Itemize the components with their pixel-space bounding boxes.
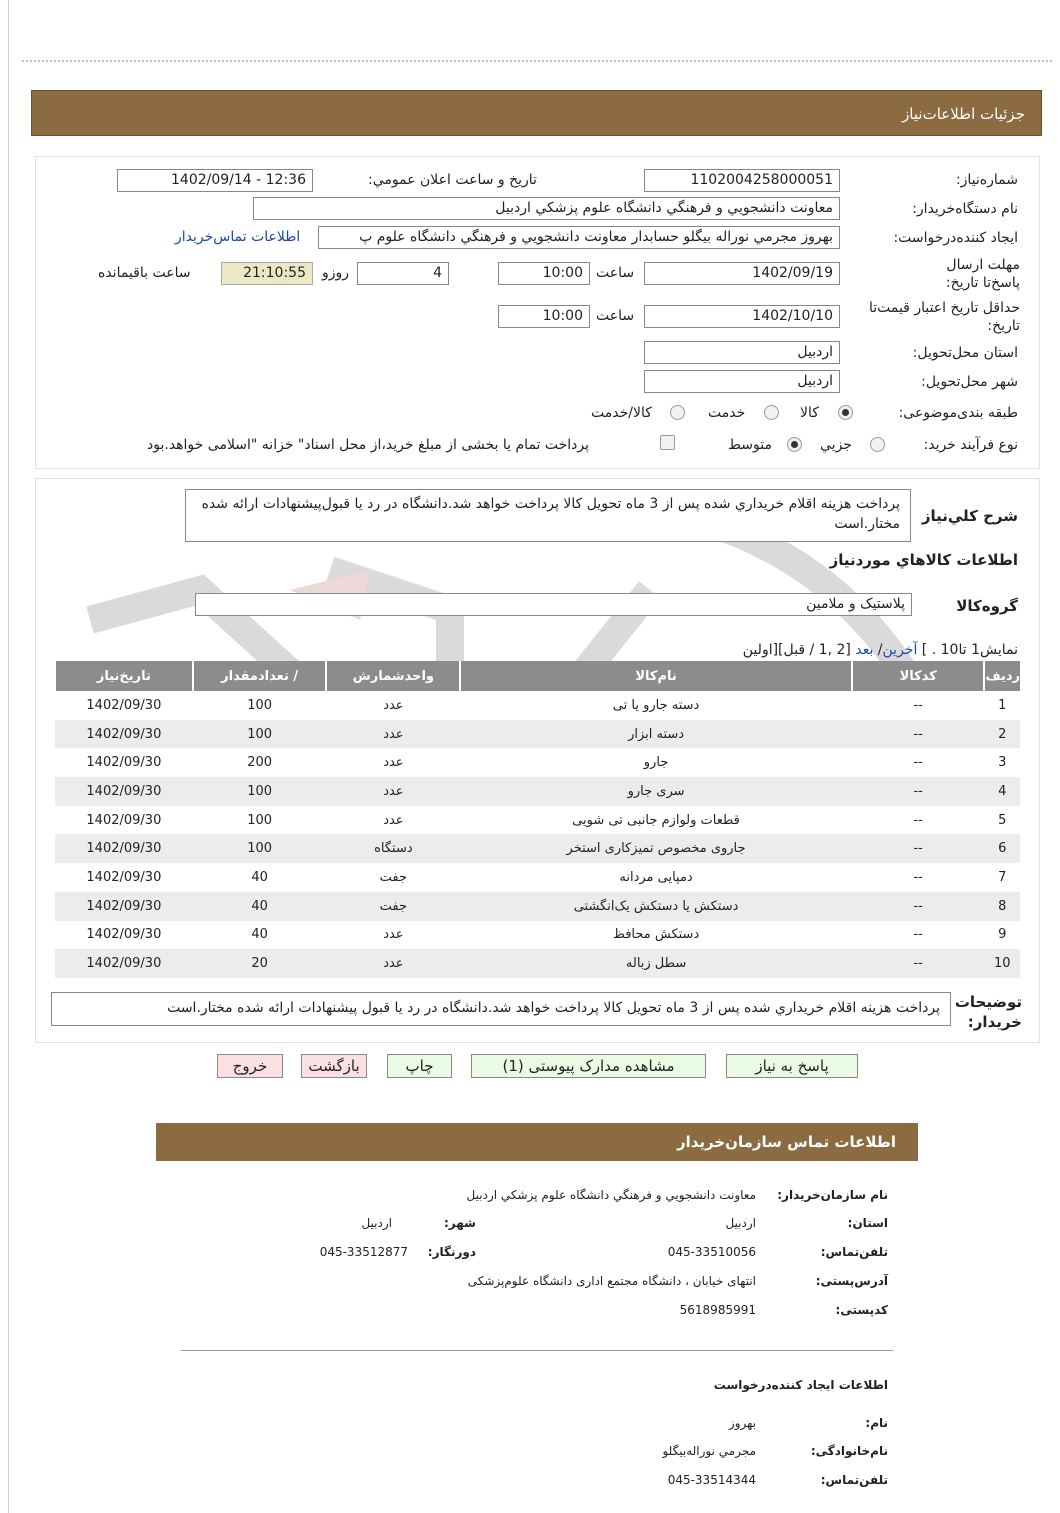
treasury-payment-note: پرداخت تمام یا بخشی از مبلغ خرید،از محل اسناد" خزانه "اسلامی خواهد.بود (147, 437, 590, 453)
cell-code: -- (852, 691, 985, 720)
cell-qty: 100 (193, 834, 327, 863)
deadline-label: مهلت ارسال پاسخ‌تا تاریخ: (945, 257, 1020, 291)
cell-code: -- (852, 777, 985, 806)
cell-name: جارو (460, 748, 852, 777)
back-button[interactable]: بازگشت (301, 1054, 367, 1078)
cell-code: -- (852, 720, 985, 749)
cell-name: قطعات ولوازم جانبی تی شويی (460, 806, 852, 835)
cell-qty: 40 (193, 892, 327, 921)
city-label: شهر محل‌تحویل: (921, 374, 1018, 390)
summary-label: شرح کلي‌نیاز (921, 507, 1018, 525)
process-option-medium: متوسط (728, 437, 772, 453)
creator-info-title: اطلاعات ایجاد کننده‌درخواست (713, 1378, 888, 1392)
cell-code: -- (852, 806, 985, 835)
cell-qty: 100 (193, 777, 327, 806)
cell-date: 1402/09/30 (55, 691, 193, 720)
contact-address-label: آدرس‌پستی: (815, 1274, 888, 1288)
contact-city: اردبيل (361, 1216, 392, 1230)
pagination-pages[interactable]: [2 ,1 (818, 642, 851, 658)
cell-name: سری جارو (460, 777, 852, 806)
cell-date: 1402/09/30 (55, 949, 193, 978)
countdown-timer: 21:10:55 (221, 262, 313, 285)
cell-qty: 200 (193, 748, 327, 777)
cell-code: -- (852, 921, 985, 950)
category-option-goods: کالا (800, 405, 819, 421)
items-table (54, 661, 1020, 978)
days-label: روزو (322, 265, 350, 281)
cell-row: 9 (984, 921, 1020, 950)
cell-qty: 100 (193, 691, 327, 720)
cell-code: -- (852, 748, 985, 777)
creator-name-label: نام: (865, 1416, 888, 1430)
contact-phone-label: تلفن‌تماس: (820, 1245, 888, 1259)
cell-row: 3 (984, 748, 1020, 777)
creator-name: بهروز (728, 1416, 756, 1430)
validity-time-field: 10:00 (498, 305, 590, 328)
need-number-field: 1102004258000051 (644, 169, 840, 192)
details-header-title: جزئیات اطلاعات‌نیاز (902, 105, 1025, 123)
contact-header-title: اطلاعات تماس سازمان‌خریدار (676, 1133, 896, 1151)
table-row (55, 834, 1020, 863)
deadline-time-field: 10:00 (498, 262, 590, 285)
cell-unit: عدد (326, 921, 460, 950)
goods-info-title: اطلاعات كالاهاي موردنیاز (829, 551, 1018, 569)
province-field: اردبيل (644, 341, 840, 364)
contact-province: اردبيل (725, 1216, 756, 1230)
cell-row: 8 (984, 892, 1020, 921)
buyer-contact-link[interactable]: اطلاعات تماس‌خریدار (175, 229, 301, 245)
exit-button[interactable]: خروج (217, 1054, 283, 1078)
col-qty: / تعدادمقدار (193, 661, 327, 691)
contact-address: انتهای خيابان ، دانشگاه مجتمع اداری دانشگاه علوم‌پزشکی (467, 1274, 756, 1288)
cell-row: 1 (984, 691, 1020, 720)
contact-phone: 045-33510056 (667, 1245, 756, 1259)
cell-qty: 20 (193, 949, 327, 978)
buyer-notes-text: پرداخت هزينه اقلام خريداري شده پس از 3 ماه تحويل كالا پرداخت خواهد شد.دانشگاه در رد يا قبول پيشنهادات ارائه شده مختار.است (51, 992, 951, 1026)
cell-unit: جفت (326, 863, 460, 892)
creator-field: بهروز مجرمي نوراله بيگلو حسابدار معاونت دانشجويي و فرهنگي دانشگاه علوم پ (318, 226, 840, 249)
cell-row: 6 (984, 834, 1020, 863)
col-row: ردیف (984, 661, 1020, 691)
process-radio-minor[interactable] (870, 437, 885, 452)
col-name: نام‌کالا (460, 661, 852, 691)
cell-name: دسته ابزار (460, 720, 852, 749)
announce-field: 1402/09/14 - 12:36 (117, 169, 313, 192)
cell-code: -- (852, 834, 985, 863)
cell-unit: عدد (326, 748, 460, 777)
cell-unit: دستگاه (326, 834, 460, 863)
cell-name: دمپايی مردانه (460, 863, 852, 892)
validity-date-field: 1402/10/10 (644, 305, 840, 328)
pagination-prefix: نمایش1 تا10 . ] (921, 642, 1018, 658)
contact-header-bar (156, 1123, 918, 1161)
col-date: تاریخ‌نیاز (55, 661, 193, 691)
contact-org-label: نام سازمان‌خریدار: (777, 1188, 888, 1202)
cell-date: 1402/09/30 (55, 834, 193, 863)
cell-unit: عدد (326, 806, 460, 835)
group-label: گروه‌کالا (956, 597, 1018, 615)
buyer-org-label: نام دستگاه‌خریدار: (912, 201, 1018, 217)
cell-unit: عدد (326, 691, 460, 720)
remaining-label: ساعت باقیمانده (98, 265, 191, 281)
table-row (55, 806, 1020, 835)
cell-name: جاروی مخصوص تميزکاری استخر (460, 834, 852, 863)
pagination: نمایش1 تا10 . ] آخرین/ بعد [2 ,1 / قبل][اولین (742, 642, 1018, 658)
reply-button[interactable]: پاسخ به نیاز (726, 1054, 858, 1078)
cell-date: 1402/09/30 (55, 892, 193, 921)
contact-fax-label: دورنگار: (427, 1245, 476, 1259)
group-field: پلاستيک و ملامين (195, 593, 912, 616)
deadline-time-label: ساعت (596, 265, 635, 281)
top-divider (22, 60, 1052, 62)
cell-code: -- (852, 949, 985, 978)
table-row (55, 949, 1020, 978)
table-row (55, 720, 1020, 749)
creator-phone: 045-33514344 (667, 1473, 756, 1487)
pagination-next[interactable]: بعد (855, 642, 874, 658)
cell-name: دستکش محافظ (460, 921, 852, 950)
creator-label: ایجاد کننده‌درخواست: (893, 230, 1018, 246)
details-header-bar (31, 90, 1042, 136)
creator-family-label: نام‌خانوادگی: (810, 1444, 888, 1458)
city-field: اردبيل (644, 370, 840, 393)
cell-date: 1402/09/30 (55, 777, 193, 806)
table-row (55, 892, 1020, 921)
category-radio-both[interactable] (670, 405, 685, 420)
table-row (55, 777, 1020, 806)
cell-unit: عدد (326, 949, 460, 978)
print-button[interactable]: چاپ (387, 1054, 452, 1078)
buyer-notes-label: توضیحات خریدار: (954, 993, 1022, 1031)
cell-row: 5 (984, 806, 1020, 835)
buyer-org-field: معاونت دانشجويي و فرهنگي دانشگاه علوم پزشكي اردبيل (253, 197, 840, 220)
process-option-minor: جزيي (820, 437, 852, 453)
need-number-label: شماره‌نیاز: (955, 172, 1018, 188)
category-radio-service[interactable] (764, 405, 779, 420)
cell-name: دسته جارو يا تی (460, 691, 852, 720)
table-row (55, 748, 1020, 777)
left-border (8, 0, 9, 1513)
announce-label: تاریخ و ساعت اعلان عمومي: (368, 172, 537, 188)
contact-postal: 5618985991 (679, 1303, 756, 1317)
cell-date: 1402/09/30 (55, 863, 193, 892)
cell-date: 1402/09/30 (55, 748, 193, 777)
cell-date: 1402/09/30 (55, 806, 193, 835)
creator-family: مجرمي نوراله‌بيگلو (662, 1444, 756, 1458)
deadline-date-field: 1402/09/19 (644, 262, 840, 285)
creator-phone-label: تلفن‌تماس: (820, 1473, 888, 1487)
cell-unit: جفت (326, 892, 460, 921)
col-code: کدکالا (852, 661, 985, 691)
province-label: استان محل‌تحویل: (912, 345, 1018, 361)
contact-city-label: شهر: (444, 1216, 476, 1230)
cell-name: دستکش يا دستکش يک‌انگشتی (460, 892, 852, 921)
contact-postal-label: کدپستی: (835, 1303, 888, 1317)
table-row (55, 921, 1020, 950)
cell-name: سطل زباله (460, 949, 852, 978)
contact-province-label: استان: (847, 1216, 888, 1230)
cell-qty: 100 (193, 806, 327, 835)
table-row (55, 863, 1020, 892)
cell-code: -- (852, 863, 985, 892)
contact-fax: 045-33512877 (319, 1245, 408, 1259)
cell-qty: 40 (193, 921, 327, 950)
cell-qty: 40 (193, 863, 327, 892)
cell-unit: عدد (326, 720, 460, 749)
table-row (55, 691, 1020, 720)
category-label: طبقه بندی‌موضوعی: (898, 405, 1018, 421)
contact-org: معاونت دانشجويي و فرهنگي دانشگاه علوم پزشكي اردبيل (466, 1188, 756, 1202)
category-option-both: کالا/خدمت (591, 405, 652, 421)
cell-qty: 100 (193, 720, 327, 749)
process-label: نوع فرآیند خرید: (923, 437, 1018, 453)
process-radio-medium[interactable] (787, 437, 802, 452)
cell-date: 1402/09/30 (55, 921, 193, 950)
pagination-rest[interactable]: / قبل][اولین (742, 642, 815, 658)
pagination-last[interactable]: آخرین (882, 642, 918, 658)
treasury-payment-checkbox[interactable] (660, 435, 675, 450)
cell-row: 4 (984, 777, 1020, 806)
validity-label: حداقل تاریخ اعتبار قیمت‌تا تاریخ: (868, 300, 1020, 334)
category-radio-goods[interactable] (838, 405, 853, 420)
cell-row: 7 (984, 863, 1020, 892)
attachments-button[interactable]: مشاهده مدارک پیوستی (1) (471, 1054, 706, 1078)
cell-row: 10 (984, 949, 1020, 978)
cell-unit: عدد (326, 777, 460, 806)
days-field: 4 (357, 262, 449, 285)
cell-code: -- (852, 892, 985, 921)
col-unit: واحدشمارش (326, 661, 460, 691)
cell-row: 2 (984, 720, 1020, 749)
category-option-service: خدمت (708, 405, 746, 421)
contact-divider (181, 1350, 893, 1351)
validity-time-label: ساعت (596, 308, 635, 324)
cell-date: 1402/09/30 (55, 720, 193, 749)
summary-text: پرداخت هزينه اقلام خريداري شده پس از 3 ماه تحويل كالا پرداخت خواهد شد.دانشگاه در رد يا قبول‌پيشنهادات ارائه شده مختار.است (185, 489, 911, 542)
